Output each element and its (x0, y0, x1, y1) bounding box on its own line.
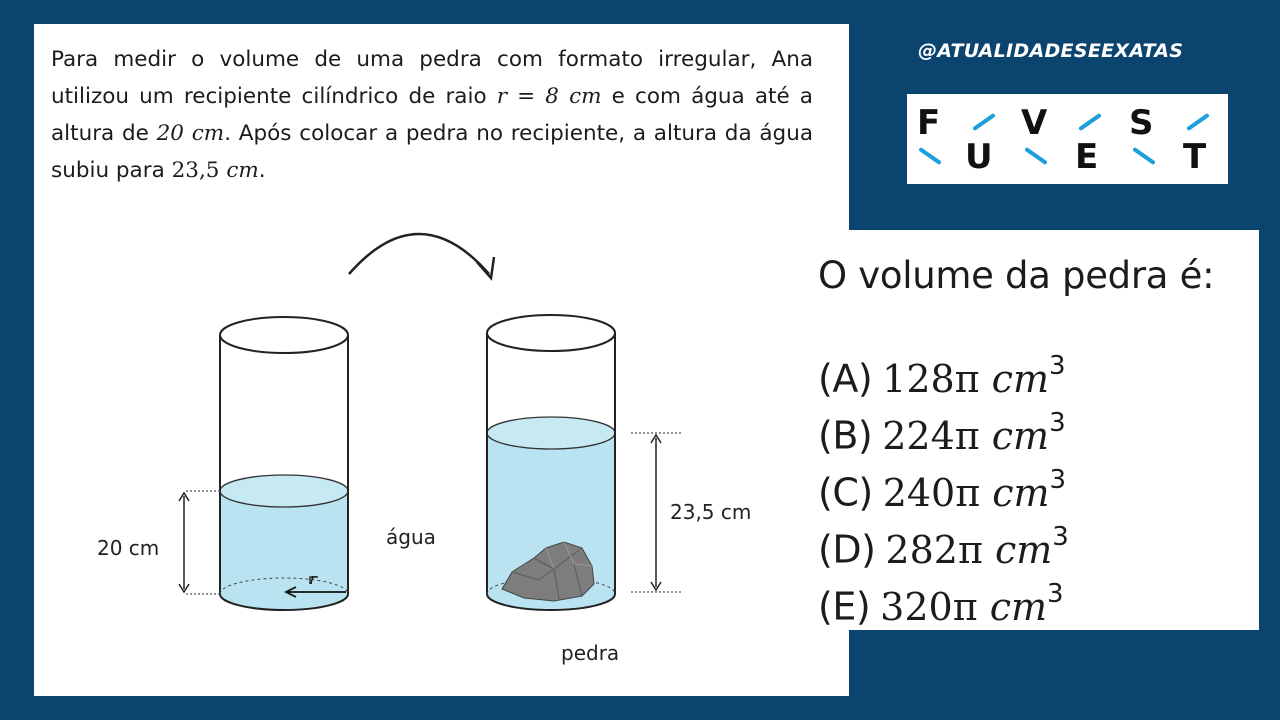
problem-text-part-3: . Após colocar a pedra no recipiente, a altura da água subiu para (51, 121, 814, 183)
option-value: 282π (885, 527, 983, 572)
logo-letter-u: U (965, 137, 993, 177)
left-water-surface (220, 475, 348, 507)
option-label: (D) (818, 527, 876, 572)
right-height-label: 23,5 cm (670, 500, 752, 524)
logo-slash (972, 113, 996, 131)
option-exponent: 3 (1049, 465, 1067, 495)
left-cylinder-top (220, 317, 348, 353)
question-title: O volume da pedra é: (818, 254, 1215, 297)
logo-slash (918, 147, 942, 165)
logo-slash (1078, 113, 1102, 131)
option-exponent: 3 (1047, 579, 1064, 609)
radius-expression: r = 8 cm (496, 84, 602, 109)
problem-text-part-4: . (258, 158, 266, 183)
initial-height-expression: 20 cm (156, 121, 225, 146)
transfer-arrow (349, 234, 489, 274)
logo-slash (1186, 113, 1210, 131)
logo-slash (1024, 147, 1048, 165)
answer-options (818, 342, 1069, 627)
option-unit: cm (991, 413, 1050, 458)
option-unit: cm (991, 356, 1049, 401)
option-label: (B) (818, 413, 873, 458)
stone-label: pedra (561, 641, 620, 665)
fuvest-logo (907, 94, 1228, 184)
option-unit: cm (992, 470, 1050, 515)
right-water-surface (487, 417, 615, 449)
radius-label: r (310, 572, 316, 588)
option-d[interactable] (818, 513, 1069, 570)
channel-handle: @ATUALIDADESEEXATAS (918, 40, 1184, 62)
logo-letter-s: S (1129, 103, 1154, 143)
option-exponent: 3 (1049, 351, 1066, 381)
final-height-unit: cm (226, 158, 259, 183)
option-value: 224π (882, 413, 980, 458)
option-unit: cm (989, 584, 1048, 629)
transfer-arrow-head (477, 257, 494, 278)
cylinders-diagram (34, 24, 849, 696)
left-cylinder (97, 317, 348, 610)
problem-text-part-2: e com água até a altura de (51, 84, 813, 146)
option-c[interactable] (818, 456, 1069, 513)
option-exponent: 3 (1049, 408, 1066, 438)
final-height-number: 23,5 (171, 158, 220, 183)
problem-panel (34, 24, 849, 696)
logo-slash (1132, 147, 1156, 165)
option-label: (E) (818, 584, 871, 629)
option-label: (C) (818, 470, 873, 515)
option-b[interactable] (818, 399, 1069, 456)
option-a[interactable] (818, 342, 1069, 399)
logo-letter-t: T (1183, 137, 1207, 177)
option-value: 240π (882, 470, 981, 515)
option-unit: cm (994, 527, 1053, 572)
option-exponent: 3 (1052, 522, 1069, 552)
option-value: 128π (882, 356, 980, 401)
right-cylinder (487, 315, 751, 610)
option-label: (A) (818, 356, 873, 401)
logo-letter-e: E (1075, 137, 1099, 177)
right-cylinder-top (487, 315, 615, 351)
water-label: água (386, 525, 436, 549)
option-e[interactable] (818, 570, 1069, 627)
question-panel (800, 230, 1259, 630)
logo-letter-v: V (1021, 103, 1048, 143)
option-value: 320π (880, 584, 978, 629)
left-height-label: 20 cm (97, 536, 160, 560)
problem-text-part-1: Para medir o volume de uma pedra com formato irregular, Ana utilizou um recipiente cilíndrico de raio (51, 47, 813, 109)
logo-letter-f: F (917, 103, 941, 143)
